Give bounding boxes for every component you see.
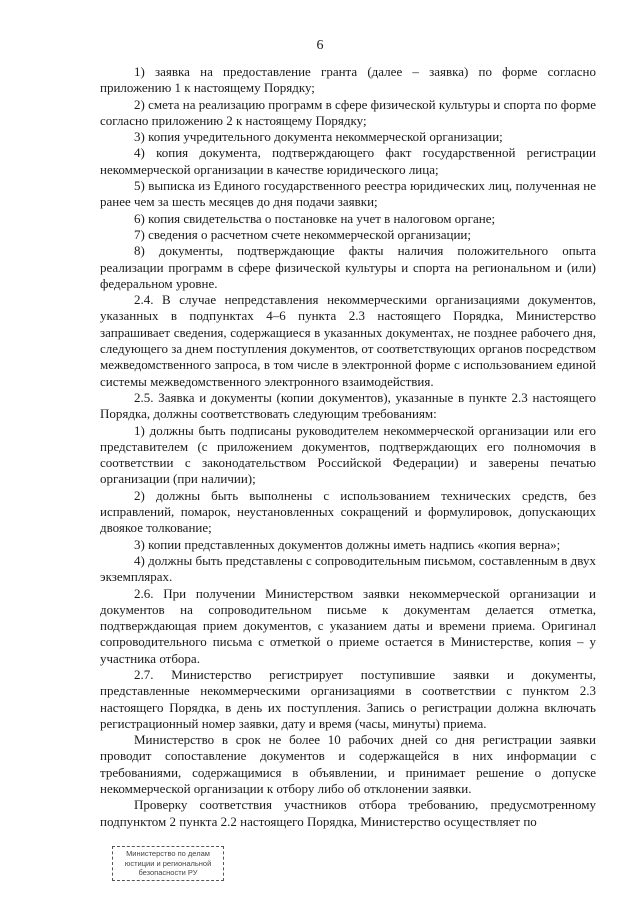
paragraph-2-7: 2.7. Министерство регистрирует поступившие заявки и документы, представленные некоммерческими организациями в соответствии с пунктом 2.3 настоящего Порядка, в день их поступления. Запись о регистрации должна включать регистрационный номер заявки, дату и время (часы, минуты) приема.	[100, 666, 596, 731]
paragraph-item-2: 2) смета на реализацию программ в сфере физической культуры и спорта по форме согласно приложению 2 к настоящему Порядку;	[100, 96, 596, 128]
paragraph-req-1: 1) должны быть подписаны руководителем некоммерческой организации или его представителем (с приложением документов, подтверждающих его полномочия в соответствии с законодательством Российской Федерации) и заверены печатью организации (при наличии);	[100, 422, 596, 487]
paragraph-item-7: 7) сведения о расчетном счете некоммерческой организации;	[134, 226, 471, 242]
paragraph-req-3: 3) копии представленных документов должны иметь надпись «копия верна»;	[134, 536, 561, 552]
page-number: 6	[316, 38, 324, 53]
paragraph-check: Проверку соответствия участников отбора требованию, предусмотренному подпунктом 2 пункта 2.2 настоящего Порядка, Министерство осуществляет по	[100, 797, 596, 829]
stamp-line-3: безопасности РУ	[138, 868, 198, 877]
paragraph-item-3: 3) копия учредительного документа некоммерческой организации;	[134, 129, 503, 145]
document-body	[100, 64, 596, 830]
paragraph-req-4: 4) должны быть представлены с сопроводительным письмом, составленным в двух экземплярах.	[100, 552, 596, 585]
paragraph-item-1: 1) заявка на предоставление гранта (далее – заявка) по форме согласно приложению 1 к настоящему Порядку;	[100, 64, 596, 96]
paragraph-2-6: 2.6. При получении Министерством заявки некоммерческой организации и документов на сопроводительном письме к документам делается отметка, подтверждающая прием документов, с указанием даты и времени приема. Оригинал сопроводительного письма с отметкой о приеме остается в Министерстве, копия – у участника отбора.	[100, 585, 596, 666]
paragraph-req-2: 2) должны быть выполнены с использованием технических средств, без исправлений, помарок, неустановленных сокращений и формулировок, допускающих двоякое толкование;	[100, 487, 596, 536]
paragraph-item-5: 5) выписка из Единого государственного реестра юридических лиц, полученная не ранее чем за шесть месяцев до дня подачи заявки;	[100, 178, 596, 210]
paragraph-item-8: 8) документы, подтверждающие факты наличия положительного опыта реализации программ в сфере физической культуры и спорта на региональном и (или) федеральном уровне.	[100, 243, 596, 291]
paragraph-2-4: 2.4. В случае непредставления некоммерческими организациями документов, указанных в подпунктах 4–6 пункта 2.3 настоящего Порядка, Министерство запрашивает сведения, содержащиеся в указанных документах, не позднее рабочего дня, следующего за днем поступления документов, от соответствующих органов посредством межведомственного запроса, в том числе в электронной форме с использованием единой системы межведомственного электронного взаимодействия.	[100, 292, 596, 389]
stamp-line-2: юстиции и региональной	[124, 858, 212, 868]
paragraph-2-5: 2.5. Заявка и документы (копии документов), указанные в пункте 2.3 настоящего Порядка, должны соответствовать следующим требованиям:	[100, 389, 596, 422]
paragraph-item-6: 6) копия свидетельства о постановке на учет в налоговом органе;	[134, 210, 496, 226]
stamp-line-1: Министерство по делам	[126, 849, 210, 858]
registration-stamp	[112, 846, 224, 881]
paragraph-item-4: 4) копия документа, подтверждающего факт государственной регистрации некоммерческой организации в качестве юридического лица;	[100, 145, 596, 177]
paragraph-review: Министерство в срок не более 10 рабочих дней со дня регистрации заявки проводит сопоставление документов и содержащейся в них информации с требованиями, содержащимися в объявлении, и принимает решение о допуске некоммерческой организации к отбору либо об отклонении заявки.	[100, 732, 596, 797]
